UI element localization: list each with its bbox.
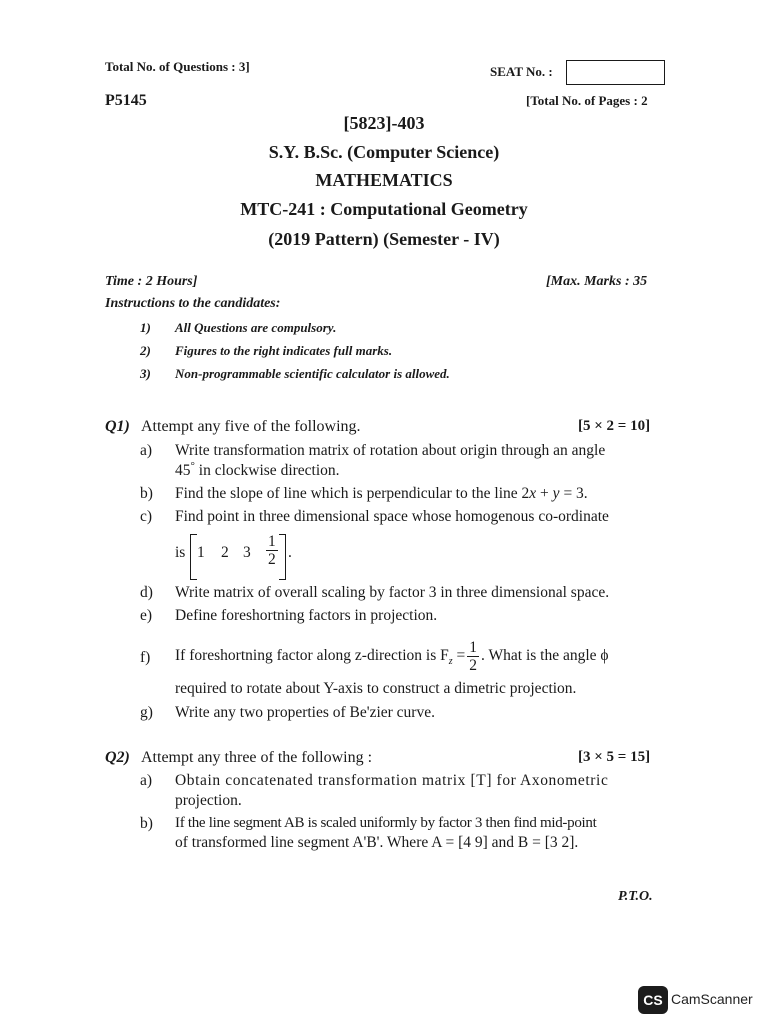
q1a-line1: Write transformation matrix of rotation about origin through an angle (175, 442, 606, 459)
pattern-title: (2019 Pattern) (Semester - IV) (268, 229, 500, 249)
q1d-label: d) (140, 584, 153, 601)
q1c-is: is (175, 544, 186, 561)
instruction-number: 2) (140, 343, 151, 358)
instruction-number: 3) (140, 366, 151, 381)
subject-title: MATHEMATICS (315, 170, 453, 190)
q2-label: Q2) (105, 749, 130, 766)
seat-number-box (566, 60, 665, 85)
matrix-entry: 2 (221, 544, 229, 561)
course-title: S.Y. B.Sc. (Computer Science) (268, 142, 500, 162)
matrix-right-bracket (279, 534, 286, 580)
q1-label: Q1) (105, 418, 130, 435)
paper-title: MTC-241 : Computational Geometry (240, 199, 528, 219)
pto-note: P.T.O. (618, 889, 653, 904)
matrix-entry: 3 (243, 544, 251, 561)
camscanner-logo-icon: CS (638, 986, 668, 1014)
q1f-label: f) (140, 649, 151, 666)
matrix-left-bracket (190, 534, 197, 580)
matrix-fraction: $\frac{1}{2}$ (268, 533, 276, 568)
q1b-text: Find the slope of line which is perpendicular to the line 2x + y = 3. (175, 485, 588, 502)
instruction-text: Figures to the right indicates full marks. (175, 343, 393, 358)
q1d-text: Write matrix of overall scaling by factor 3 in three dimensional space. (175, 584, 610, 601)
q1f-line1: If foreshortning factor along z-direction is $F_z$ = $\frac{1}{2}$ . What is the angle ϕ (175, 638, 609, 674)
q2b-label: b) (140, 815, 153, 832)
q1c-label: c) (140, 508, 153, 525)
q1a-line2: 45° in clockwise direction. (175, 459, 340, 479)
q1f-line2: required to rotate about Y-axis to construct a dimetric projection. (175, 680, 577, 697)
q1e-label: e) (140, 607, 153, 624)
q2a-line1: Obtain concatenated transformation matrix [T] for Axonometric (175, 772, 609, 789)
exam-code: [5823]-403 (343, 113, 425, 133)
q2b-line1: If the line segment AB is scaled uniformly by factor 3 then find mid-point (175, 815, 597, 831)
instructions-heading: Instructions to the candidates: (105, 296, 281, 311)
q1b-label: b) (140, 485, 153, 502)
q1g-label: g) (140, 704, 153, 721)
q1e-text: Define foreshortning factors in projection. (175, 607, 438, 624)
matrix-entry: 1 (197, 544, 205, 561)
q1c-dot: . (288, 544, 292, 561)
camscanner-brand: CamScanner (671, 991, 753, 1007)
q1g-text: Write any two properties of Be'zier curve. (175, 704, 435, 721)
q1a-label: a) (140, 442, 153, 459)
q2a-line2: projection. (175, 792, 242, 809)
q2-marks: [3 × 5 = 15] (578, 749, 651, 765)
q1-heading: Attempt any five of the following. (141, 418, 361, 435)
q2b-line2: of transformed line segment A'B'. Where A = [4 9] and B = [3 2]. (175, 834, 579, 851)
q1c-line1: Find point in three dimensional space whose homogenous co-ordinate (175, 508, 609, 525)
total-questions: Total No. of Questions : 3] (105, 59, 250, 74)
paper-code: P5145 (105, 92, 147, 109)
seat-label: SEAT No. : (490, 64, 553, 79)
time-allowed: Time : 2 Hours] (105, 274, 198, 289)
instruction-text: All Questions are compulsory. (175, 320, 337, 335)
q1-marks: [5 × 2 = 10] (578, 418, 651, 434)
max-marks: [Max. Marks : 35 (546, 274, 648, 289)
q2-heading: Attempt any three of the following : (141, 749, 373, 766)
instruction-number: 1) (140, 320, 151, 335)
instruction-text: Non-programmable scientific calculator is allowed. (175, 366, 450, 381)
q2a-label: a) (140, 772, 153, 789)
total-pages: [Total No. of Pages : 2 (526, 93, 648, 108)
